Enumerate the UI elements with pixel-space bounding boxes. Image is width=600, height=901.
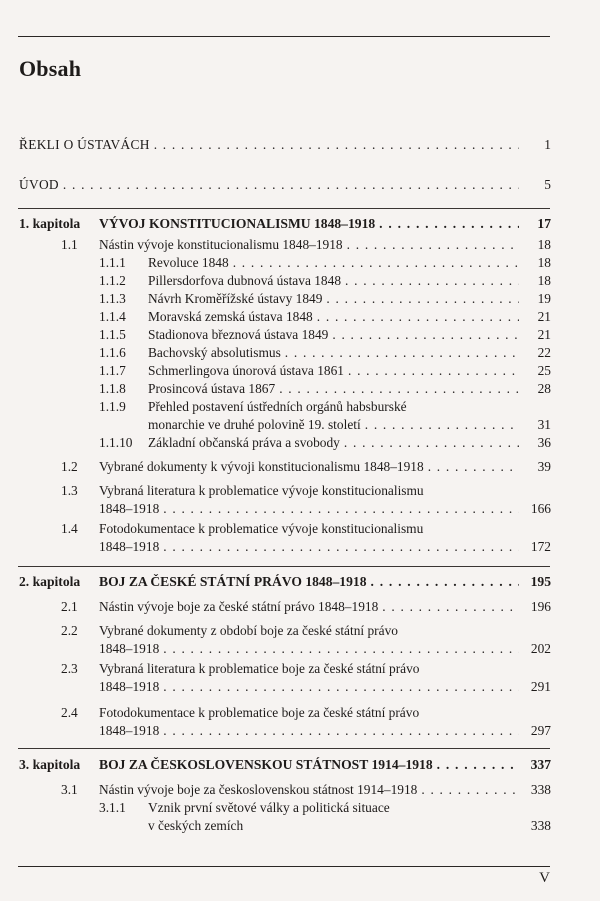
leader-dots xyxy=(317,308,519,326)
chapter-number: 3. kapitola xyxy=(19,757,81,772)
subsection-page: 31 xyxy=(537,417,551,432)
subsection-title-line1: Přehled postavení ústředních orgánů habsburské xyxy=(148,399,407,414)
section-page: 291 xyxy=(530,679,551,694)
chapter-title: BOJ ZA ČESKÉ STÁTNÍ PRÁVO 1848–1918 xyxy=(99,574,367,589)
leader-dots xyxy=(379,215,519,233)
section-title-line1: Vybraná literatura k problematice vývoje konstitucionalismu xyxy=(99,483,424,498)
subsection-title-line2: monarchie ve druhé polovině 19. století xyxy=(148,417,361,432)
section-title-line2: 1848–1918 xyxy=(99,641,160,656)
leader-dots xyxy=(382,598,519,616)
toc-section-2-3[interactable] xyxy=(0,660,600,696)
section-page: 338 xyxy=(530,782,551,797)
section-page: 196 xyxy=(530,599,551,614)
subsection-page: 19 xyxy=(537,291,551,306)
chapter-page: 337 xyxy=(530,757,551,772)
subsection-title: Moravská zemská ústava 1848 xyxy=(148,309,313,324)
subsection-title: Prosincová ústava 1867 xyxy=(148,381,276,396)
subsection-number: 1.1.7 xyxy=(99,363,126,378)
section-number: 1.3 xyxy=(61,483,78,498)
subsection-number: 1.1.2 xyxy=(99,273,126,288)
subsection-title: Základní občanská práva a svobody xyxy=(148,435,340,450)
leader-dots xyxy=(428,458,519,476)
section-number: 1.4 xyxy=(61,521,78,536)
leader-dots xyxy=(345,272,519,290)
section-title-line2: 1848–1918 xyxy=(99,501,160,516)
leader-dots xyxy=(163,640,519,658)
leader-dots xyxy=(421,781,519,799)
leader-dots xyxy=(163,538,519,556)
subsection-page: 22 xyxy=(537,345,551,360)
subsection-number: 1.1.9 xyxy=(99,399,126,414)
leader-dots xyxy=(163,722,519,740)
leader-dots xyxy=(371,573,520,591)
section-page: 172 xyxy=(530,539,551,554)
section-title-line1: Vybraná literatura k problematice boje za české státní právo xyxy=(99,661,420,676)
chapter-title: BOJ ZA ČESKOSLOVENSKOU STÁTNOST 1914–1918 xyxy=(99,757,433,772)
section-page: 166 xyxy=(530,501,551,516)
entry-label: ŘEKLI O ÚSTAVÁCH xyxy=(19,137,150,152)
subsection-number: 1.1.4 xyxy=(99,309,126,324)
chapter-separator xyxy=(18,566,550,567)
page-title: Obsah xyxy=(19,56,82,81)
section-number: 2.3 xyxy=(61,661,78,676)
chapter-separator xyxy=(18,748,550,749)
leader-dots xyxy=(365,416,519,434)
section-title-line1: Vybrané dokumenty z období boje za české státní právo xyxy=(99,623,398,638)
section-title-line1: Fotodokumentace k problematice vývoje konstitucionalismu xyxy=(99,521,424,536)
section-number: 1.2 xyxy=(61,459,78,474)
entry-page: 1 xyxy=(544,137,551,152)
entry-label: ÚVOD xyxy=(19,177,59,192)
section-page: 18 xyxy=(537,237,551,252)
leader-dots xyxy=(279,380,519,398)
section-number: 3.1 xyxy=(61,782,78,797)
chapter-page: 17 xyxy=(537,216,551,231)
leader-dots xyxy=(437,756,519,774)
section-page: 297 xyxy=(530,723,551,738)
section-title-line2: 1848–1918 xyxy=(99,539,160,554)
subsection-page: 21 xyxy=(537,309,551,324)
leader-dots xyxy=(154,136,519,154)
subsection-number: 1.1.8 xyxy=(99,381,126,396)
toc-section-2-2[interactable] xyxy=(0,622,600,658)
chapter-number: 1. kapitola xyxy=(19,216,81,231)
toc-section-2-4[interactable] xyxy=(0,704,600,740)
section-title: Nástin vývoje konstitucionalismu 1848–1918 xyxy=(99,237,343,252)
subsection-number: 3.1.1 xyxy=(99,800,126,815)
section-title: Nástin vývoje boje za české státní právo 1848–1918 xyxy=(99,599,379,614)
section-title: Nástin vývoje boje za československou státnost 1914–1918 xyxy=(99,782,418,797)
subsection-number: 1.1.3 xyxy=(99,291,126,306)
section-number: 2.2 xyxy=(61,623,78,638)
subsection-title: Pillersdorfova dubnová ústava 1848 xyxy=(148,273,342,288)
section-number: 2.4 xyxy=(61,705,78,720)
section-page: 39 xyxy=(537,459,551,474)
section-title-line1: Fotodokumentace k problematice boje za české státní právo xyxy=(99,705,420,720)
leader-dots xyxy=(347,236,519,254)
page-number: V xyxy=(539,870,550,886)
leader-dots xyxy=(348,362,519,380)
chapter-title: VÝVOJ KONSTITUCIONALISMU 1848–1918 xyxy=(99,216,376,231)
leader-dots xyxy=(285,344,519,362)
subsection-page: 18 xyxy=(537,273,551,288)
section-title-line2: 1848–1918 xyxy=(99,679,160,694)
subsection-page: 36 xyxy=(537,435,551,450)
footer-rule xyxy=(18,866,550,867)
entry-page: 5 xyxy=(544,177,551,192)
toc-section-1-3[interactable] xyxy=(0,482,600,518)
subsection-title: Stadionova březnová ústava 1849 xyxy=(148,327,329,342)
toc-section-1-4[interactable] xyxy=(0,520,600,556)
subsection-number: 1.1.10 xyxy=(99,435,133,450)
leader-dots xyxy=(326,290,519,308)
subsection-title: Revoluce 1848 xyxy=(148,255,229,270)
subsection-title: Návrh Kroměřížské ústavy 1849 xyxy=(148,291,323,306)
section-title-line2: 1848–1918 xyxy=(99,723,160,738)
subsection-page: 25 xyxy=(537,363,551,378)
section-title: Vybrané dokumenty k vývoji konstitucionalismu 1848–1918 xyxy=(99,459,424,474)
leader-dots xyxy=(163,678,519,696)
chapter-page: 195 xyxy=(530,574,551,589)
chapter-number: 2. kapitola xyxy=(19,574,81,589)
leader-dots xyxy=(163,500,519,518)
subsection-number: 1.1.1 xyxy=(99,255,126,270)
leader-dots xyxy=(233,254,519,272)
subsection-page: 18 xyxy=(537,255,551,270)
section-page: 202 xyxy=(530,641,551,656)
subsection-title: Bachovský absolutismus xyxy=(148,345,281,360)
toc-subsection-1-1-9[interactable] xyxy=(0,398,600,434)
subsection-title: Schmerlingova únorová ústava 1861 xyxy=(148,363,344,378)
leader-dots xyxy=(332,326,519,344)
subsection-page: 28 xyxy=(537,381,551,396)
chapter-separator xyxy=(18,208,550,209)
leader-dots xyxy=(63,176,519,194)
section-number: 2.1 xyxy=(61,599,78,614)
subsection-number: 1.1.5 xyxy=(99,327,126,342)
section-number: 1.1 xyxy=(61,237,78,252)
toc-subsection-3-1-1[interactable] xyxy=(0,799,600,835)
subsection-page: 338 xyxy=(530,818,551,833)
subsection-page: 21 xyxy=(537,327,551,342)
subsection-title-line1: Vznik první světové války a politická situace xyxy=(148,800,390,815)
leader-dots xyxy=(344,434,519,452)
header-rule xyxy=(18,36,550,37)
subsection-title-line2: v českých zemích xyxy=(148,818,244,833)
subsection-number: 1.1.6 xyxy=(99,345,126,360)
